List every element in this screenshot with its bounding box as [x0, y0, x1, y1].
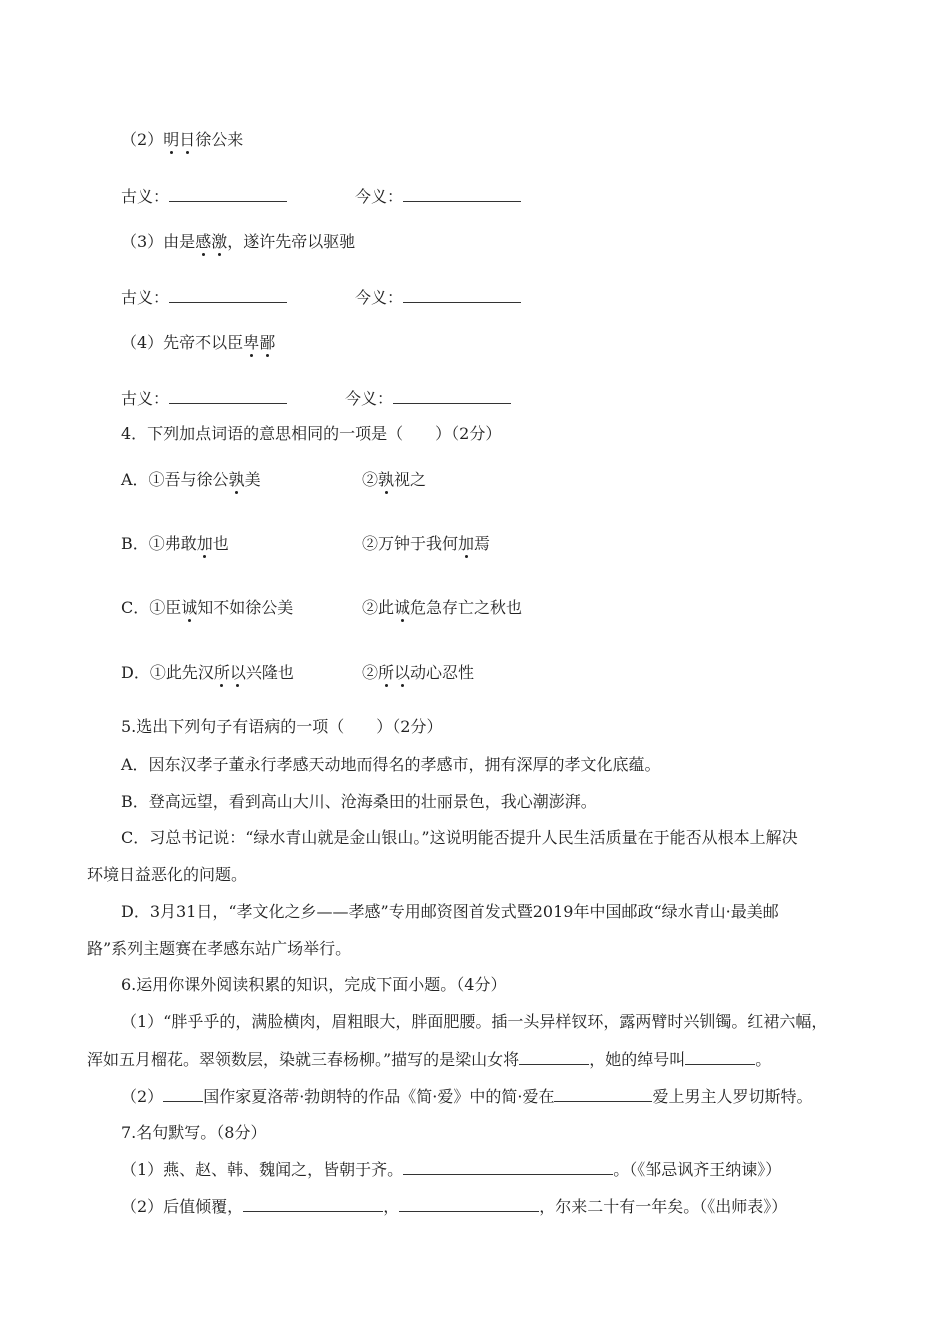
- q7-stem: 7.名句默写。（8分）: [121, 1123, 267, 1142]
- q3-item-2: （2）明日徐公来: [121, 130, 244, 149]
- q4-option-d[interactable]: D．①此先汉所以兴隆也: [121, 663, 294, 682]
- answer-blank[interactable]: [403, 185, 521, 202]
- q3-item-4: （4）先帝不以臣卑鄙: [121, 333, 276, 352]
- emphasis-char: 感: [195, 232, 212, 251]
- q7-item-2: （2）后值倾覆， ， ，尔来二十有一年矣。（《出师表》）: [121, 1197, 788, 1216]
- q6-item-2: （2） 国作家夏洛蒂·勃朗特的作品《简·爱》中的简·爱在 爱上男主人罗切斯特。: [121, 1087, 813, 1106]
- q5-option-b[interactable]: B．登高远望，看到高山大川、沧海桑田的壮丽景色，我心潮澎湃。: [121, 792, 597, 811]
- answer-blank[interactable]: [163, 1085, 203, 1102]
- emphasis-char: 日: [179, 130, 196, 149]
- answer-blank[interactable]: [393, 387, 511, 404]
- q4-option-d-2: ②所以动心忍性: [362, 663, 475, 682]
- q4-option-a[interactable]: A．①吾与徐公孰美: [121, 470, 261, 489]
- q4-option-a-2: ②孰视之: [362, 470, 427, 489]
- emphasis-char: 卑: [243, 333, 260, 352]
- answer-blank[interactable]: [519, 1048, 589, 1065]
- q5-option-d[interactable]: D．3月31日，“孝文化之乡——孝感”专用邮资图首发式暨2019年中国邮政“绿水青山·最美邮: [121, 902, 779, 921]
- answer-blank[interactable]: [685, 1048, 755, 1065]
- answer-blank[interactable]: [403, 286, 521, 303]
- q6-item-1-cont: 浑如五月榴花。翠领数层，染就三春杨柳。”描写的是梁山女将 ，她的绰号叫 。: [87, 1050, 772, 1069]
- q6-stem: 6.运用你课外阅读积累的知识，完成下面小题。（4分）: [121, 975, 507, 994]
- q4-option-c-2: ②此诚危急存亡之秋也: [362, 598, 523, 617]
- q6-item-1: （1）“胖乎乎的，满脸横肉，眉粗眼大，胖面肥腰。插一头异样钗环，露两臂时兴钏镯。红裙六幅，: [121, 1012, 828, 1031]
- q4-option-c[interactable]: C．①臣诚知不如徐公美: [121, 598, 294, 617]
- answer-blank[interactable]: [169, 185, 287, 202]
- q5-stem: 5.选出下列句子有语病的一项（ ）（2分）: [121, 717, 443, 736]
- emphasis-char: 激: [211, 232, 228, 251]
- answer-blank[interactable]: [554, 1085, 652, 1102]
- q3-item-4-answers: 古义： 今义：: [121, 387, 511, 410]
- answer-blank[interactable]: [169, 387, 287, 404]
- q5-option-c-cont: 环境日益恶化的问题。: [87, 865, 248, 884]
- q3-item-3-answers: 古义： 今义：: [121, 286, 521, 309]
- q4-option-b[interactable]: B．①弗敢加也: [121, 534, 229, 553]
- q7-item-1: （1）燕、赵、韩、魏闻之，皆朝于齐。 。（《邹忌讽齐王纳谏》）: [121, 1160, 782, 1179]
- q5-option-a[interactable]: A．因东汉孝子董永行孝感天动地而得名的孝感市，拥有深厚的孝文化底蕴。: [121, 755, 661, 774]
- q4-stem: 4．下列加点词语的意思相同的一项是（ ）（2分）: [121, 424, 502, 443]
- q4-option-b-2: ②万钟于我何加焉: [362, 534, 491, 553]
- answer-blank[interactable]: [399, 1195, 539, 1212]
- emphasis-char: 明: [163, 130, 180, 149]
- answer-blank[interactable]: [403, 1158, 613, 1175]
- emphasis-char: 鄙: [259, 333, 276, 352]
- q3-item-3: （3）由是感激，遂许先帝以驱驰: [121, 232, 356, 251]
- answer-blank[interactable]: [169, 286, 287, 303]
- q3-item-2-answers: 古义： 今义：: [121, 185, 521, 208]
- q5-option-c[interactable]: C．习总书记说：“绿水青山就是金山银山。”这说明能否提升人民生活质量在于能否从根本上解决: [121, 828, 798, 847]
- q5-option-d-cont: 路”系列主题赛在孝感东站广场举行。: [87, 939, 352, 958]
- answer-blank[interactable]: [243, 1195, 383, 1212]
